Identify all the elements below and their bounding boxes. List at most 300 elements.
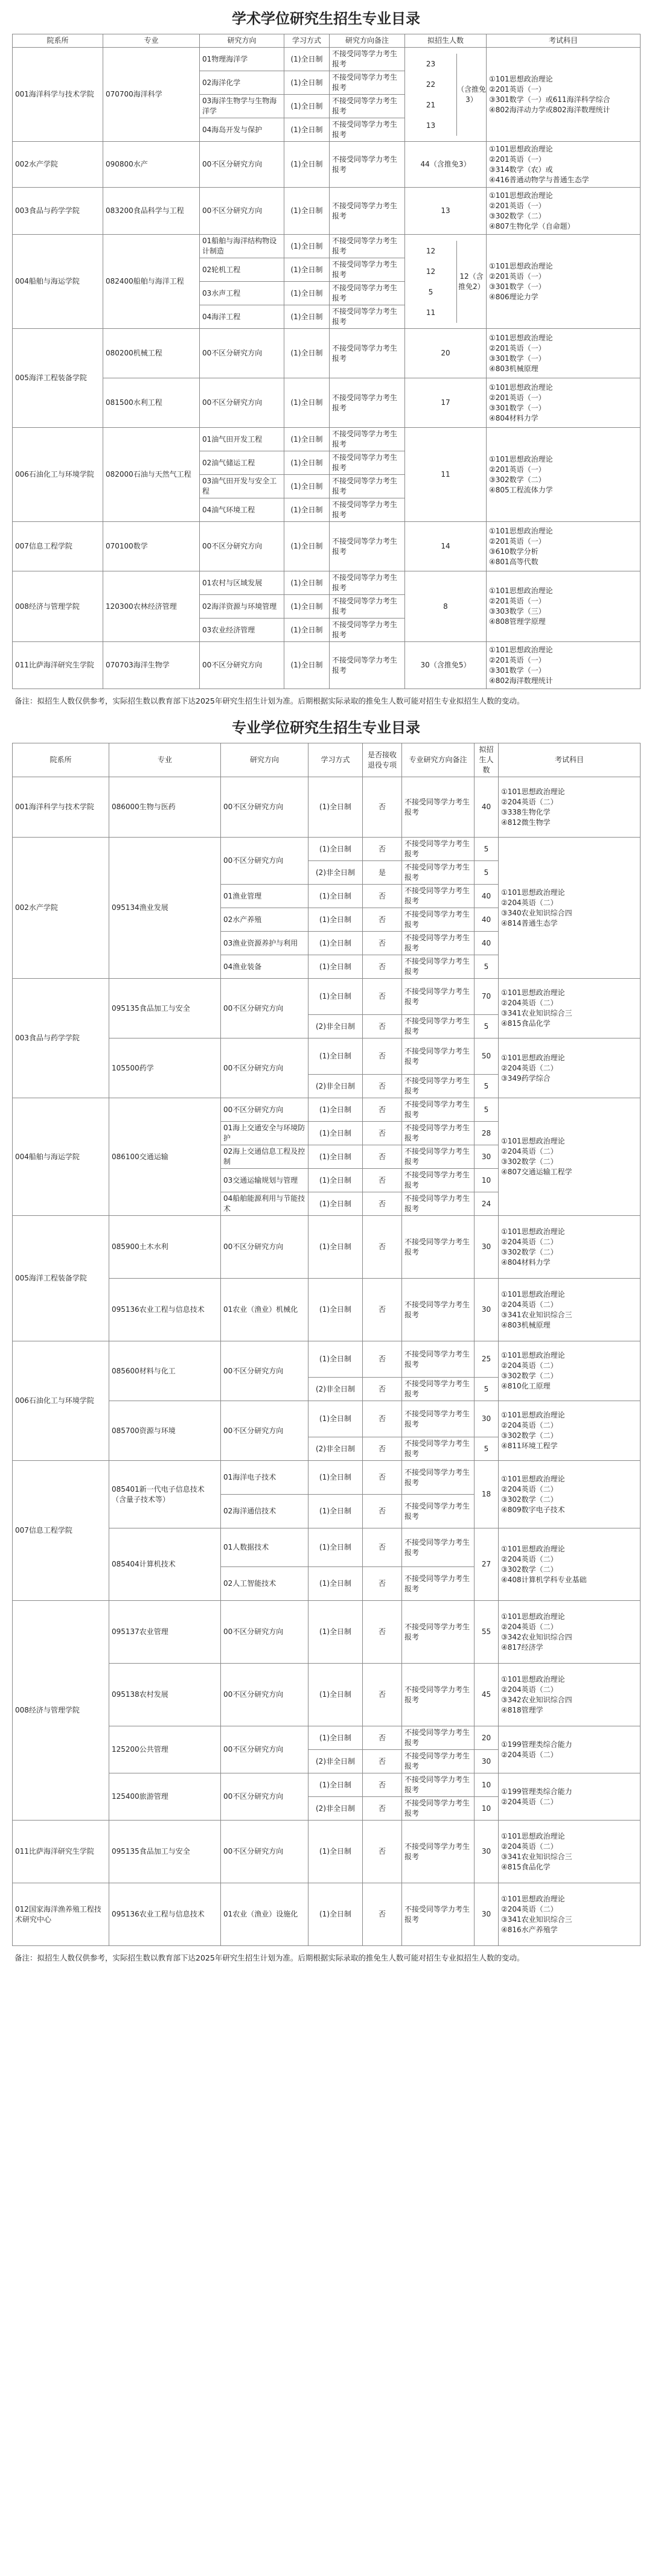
exam-subject: ③341农业知识综合三 <box>501 1310 572 1319</box>
direction-cell: 03交通运输规划与管理 <box>221 1169 308 1192</box>
exam-subjects-cell <box>499 1341 641 1401</box>
count-value: 13 <box>426 121 436 130</box>
major-cell: 095137农业管理 <box>109 1601 221 1664</box>
column-header: 专业 <box>109 743 221 777</box>
exam-subjects-cell <box>499 777 641 838</box>
exam-subject: ①101思想政治理论 <box>501 1612 565 1621</box>
academic-header-row <box>13 34 641 48</box>
remark-cell: 不接受同等学力考生报考 <box>402 1528 475 1567</box>
direction-cell: 00不区分研究方向 <box>221 979 308 1038</box>
study-mode-cell: (1)全日制 <box>308 1192 363 1216</box>
study-mode-cell: (1)全日制 <box>284 48 330 71</box>
major-cell: 120300农林经济管理 <box>103 571 200 642</box>
enrollment-count-cell: 30 <box>475 1821 499 1883</box>
enrollment-count-cell: 5 <box>475 861 499 885</box>
veteran-program-cell: 否 <box>363 777 402 838</box>
major-cell: 082400船舶与海洋工程 <box>103 235 200 329</box>
study-mode-cell: (1)全日制 <box>308 908 363 932</box>
direction-cell: 04渔业装备 <box>221 955 308 979</box>
veteran-program-cell: 否 <box>363 1169 402 1192</box>
exam-subject: ③610数学分析 <box>489 547 539 556</box>
exam-subject: ④416普通动物学与普通生态学 <box>489 175 589 184</box>
direction-cell: 02油气储运工程 <box>200 451 284 475</box>
exam-subject: ①101思想政治理论 <box>501 1474 565 1483</box>
study-mode-cell: (1)全日制 <box>284 118 330 142</box>
direction-cell: 03水声工程 <box>200 282 284 305</box>
veteran-program-cell: 否 <box>363 955 402 979</box>
exam-subject: ①101思想政治理论 <box>501 1137 565 1145</box>
count-total: （含推免3） <box>456 54 486 136</box>
exam-subject: ②204英语（二） <box>501 1685 558 1694</box>
veteran-program-cell: 否 <box>363 1145 402 1169</box>
major-cell: 085401新一代电子信息技术（含量子技术等） <box>109 1461 221 1528</box>
enrollment-count-cell: 8 <box>405 571 487 642</box>
study-mode-cell: (1)全日制 <box>308 1341 363 1378</box>
exam-subject: ②204英语（二） <box>501 1842 558 1851</box>
major-cell: 085700资源与环境 <box>109 1401 221 1461</box>
major-cell: 095135食品加工与安全 <box>109 1821 221 1883</box>
remark-cell: 不接受同等学力考生报考 <box>402 1567 475 1601</box>
exam-subject: ④808管理学原理 <box>489 617 546 626</box>
veteran-program-cell: 否 <box>363 1216 402 1279</box>
exam-subject: ③341农业知识综合三 <box>501 1915 572 1924</box>
column-header: 专业研究方向备注 <box>402 743 475 777</box>
exam-subjects-cell <box>487 188 641 235</box>
remark-cell: 不接受同等学力考生报考 <box>402 908 475 932</box>
remark-cell: 不接受同等学力考生报考 <box>402 1601 475 1664</box>
exam-subject: ④806理论力学 <box>489 292 539 301</box>
study-mode-cell: (1)全日制 <box>284 71 330 95</box>
remark-cell: 不接受同等学力考生报考 <box>402 1122 475 1145</box>
study-mode-cell: (1)全日制 <box>308 1567 363 1601</box>
study-mode-cell: (2)非全日制 <box>308 861 363 885</box>
enrollment-count-cell: 30 <box>475 1401 499 1437</box>
major-cell: 070100数学 <box>103 522 200 571</box>
study-mode-cell: (1)全日制 <box>308 1145 363 1169</box>
remark-cell: 不接受同等学力考生报考 <box>330 428 405 451</box>
enrollment-count-cell: 20 <box>475 1726 499 1750</box>
professional-table <box>12 743 641 1946</box>
major-cell: 085404计算机技术 <box>109 1528 221 1601</box>
study-mode-cell: (1)全日制 <box>284 571 330 595</box>
remark-cell: 不接受同等学力考生报考 <box>402 1075 475 1098</box>
exam-subject: ③314数学（农）或 <box>489 165 553 174</box>
enrollment-count-cell: 44（含推免3） <box>405 142 487 188</box>
direction-cell: 03农业经济管理 <box>200 619 284 642</box>
exam-subjects-cell <box>487 329 641 378</box>
major-cell: 070703海洋生物学 <box>103 642 200 689</box>
remark-cell: 不接受同等学力考生报考 <box>330 95 405 118</box>
veteran-program-cell: 否 <box>363 1664 402 1726</box>
enrollment-count-cell: 5 <box>475 1098 499 1122</box>
remark-cell: 不接受同等学力考生报考 <box>402 838 475 861</box>
direction-cell: 01船舶与海洋结构物设计制造 <box>200 235 284 258</box>
remark-cell: 不接受同等学力考生报考 <box>330 451 405 475</box>
exam-subject: ①101思想政治理论 <box>501 1674 565 1684</box>
study-mode-cell: (1)全日制 <box>308 932 363 955</box>
study-mode-cell: (1)全日制 <box>284 329 330 378</box>
enrollment-count-cell: 5 <box>475 1075 499 1098</box>
major-cell: 082000石油与天然气工程 <box>103 428 200 522</box>
count-value: 22 <box>426 80 436 89</box>
exam-subject: ③342农业知识综合四 <box>501 1695 572 1704</box>
direction-cell: 00不区分研究方向 <box>200 642 284 689</box>
exam-subject: ③303数学（三） <box>489 607 546 615</box>
exam-subject: ③301数学（一） <box>489 354 546 363</box>
table-row <box>13 777 641 838</box>
enrollment-count-cell: 55 <box>475 1601 499 1664</box>
major-cell: 095134渔业发展 <box>109 838 221 979</box>
exam-subject: ②204英语（二） <box>501 1361 558 1370</box>
remark-cell: 不接受同等学力考生报考 <box>402 1821 475 1883</box>
direction-cell: 00不区分研究方向 <box>221 1098 308 1122</box>
study-mode-cell: (1)全日制 <box>284 428 330 451</box>
department-cell: 006石油化工与环境学院 <box>13 1341 109 1461</box>
exam-subject: ①101思想政治理论 <box>489 144 553 153</box>
remark-cell: 不接受同等学力考生报考 <box>402 1279 475 1341</box>
exam-subject: ①101思想政治理论 <box>489 74 553 83</box>
remark-cell: 不接受同等学力考生报考 <box>330 282 405 305</box>
exam-subject: ①101思想政治理论 <box>489 587 553 595</box>
exam-subject: ③302数学（二） <box>501 1157 558 1166</box>
veteran-program-cell: 是 <box>363 861 402 885</box>
enrollment-count-cell: 10 <box>475 1773 499 1797</box>
column-header: 研究方向 <box>221 743 308 777</box>
exam-subjects-cell <box>499 838 641 979</box>
major-cell: 090800水产 <box>103 142 200 188</box>
academic-table <box>12 34 641 689</box>
enrollment-count-cell: 10 <box>475 1797 499 1821</box>
remark-cell: 不接受同等学力考生报考 <box>330 71 405 95</box>
enrollment-count-cell: 5 <box>475 1437 499 1461</box>
remark-cell: 不接受同等学力考生报考 <box>402 1726 475 1750</box>
remark-cell: 不接受同等学力考生报考 <box>402 1401 475 1437</box>
direction-cell: 01人数据技术 <box>221 1528 308 1567</box>
veteran-program-cell: 否 <box>363 1750 402 1773</box>
veteran-program-cell: 否 <box>363 1038 402 1075</box>
exam-subject: ④814普通生态学 <box>501 918 558 927</box>
exam-subject: ①101思想政治理论 <box>501 787 565 796</box>
remark-cell: 不接受同等学力考生报考 <box>402 1797 475 1821</box>
exam-subject: ②204英语（二） <box>501 1484 558 1493</box>
enrollment-count-cell: 17 <box>405 378 487 428</box>
remark-cell: 不接受同等学力考生报考 <box>402 1495 475 1528</box>
study-mode-cell: (2)非全日制 <box>308 1075 363 1098</box>
veteran-program-cell: 否 <box>363 1726 402 1750</box>
enrollment-count-cell: 40 <box>475 932 499 955</box>
major-cell: 095138农村发展 <box>109 1664 221 1726</box>
enrollment-count-cell: 70 <box>475 979 499 1015</box>
exam-subject: ②201英语（一） <box>489 536 546 545</box>
exam-subject: ④815食品化学 <box>501 1862 551 1871</box>
study-mode-cell: (1)全日制 <box>308 1122 363 1145</box>
exam-subject: ④807生物化学（自命题） <box>489 221 575 231</box>
veteran-program-cell: 否 <box>363 1495 402 1528</box>
department-cell: 008经济与管理学院 <box>13 571 103 642</box>
table-row <box>13 48 641 71</box>
study-mode-cell: (1)全日制 <box>284 95 330 118</box>
count-total: 12（含推免2） <box>456 241 486 323</box>
veteran-program-cell: 否 <box>363 979 402 1015</box>
direction-cell: 01油气田开发工程 <box>200 428 284 451</box>
remark-cell: 不接受同等学力考生报考 <box>402 1341 475 1378</box>
exam-subject: ④817经济学 <box>501 1643 543 1652</box>
exam-subjects-cell <box>499 1279 641 1341</box>
major-cell: 095136农业工程与信息技术 <box>109 1883 221 1946</box>
remark-cell: 不接受同等学力考生报考 <box>402 1437 475 1461</box>
major-cell: 085900土木水利 <box>109 1216 221 1279</box>
department-cell: 005海洋工程装备学院 <box>13 1216 109 1341</box>
column-header: 考试科目 <box>487 34 641 48</box>
exam-subject: ①101思想政治理论 <box>489 645 553 654</box>
enrollment-count-cell: 5 <box>475 955 499 979</box>
enrollment-count-cell: 30 <box>475 1883 499 1946</box>
direction-cell: 01农业（渔业）设施化 <box>221 1883 308 1946</box>
department-cell: 005海洋工程装备学院 <box>13 329 103 428</box>
enrollment-count-cell: 13 <box>405 188 487 235</box>
exam-subject: ③338生物化学 <box>501 807 551 816</box>
exam-subject: ④802海洋动力学或802海洋数理统计 <box>489 105 610 114</box>
direction-cell: 01渔业管理 <box>221 885 308 908</box>
veteran-program-cell: 否 <box>363 1567 402 1601</box>
direction-cell: 00不区分研究方向 <box>221 1038 308 1098</box>
exam-subject: ①101思想政治理论 <box>501 988 565 997</box>
study-mode-cell: (2)非全日制 <box>308 1750 363 1773</box>
exam-subject: ①101思想政治理论 <box>489 454 553 463</box>
enrollment-count-cell: 5 <box>475 838 499 861</box>
study-mode-cell: (1)全日制 <box>284 522 330 571</box>
exam-subject: ①101思想政治理论 <box>501 1544 565 1553</box>
study-mode-cell: (1)全日制 <box>284 235 330 258</box>
exam-subject: ③341农业知识综合三 <box>501 1009 572 1017</box>
study-mode-cell: (1)全日制 <box>284 378 330 428</box>
exam-subject: ①199管理类综合能力 <box>501 1787 572 1796</box>
remark-cell: 不接受同等学力考生报考 <box>330 498 405 522</box>
department-cell: 011比萨海洋研究生学院 <box>13 1821 109 1883</box>
exam-subject: ②204英语（二） <box>501 1237 558 1246</box>
remark-cell: 不接受同等学力考生报考 <box>402 955 475 979</box>
direction-cell: 02海上交通信息工程及控制 <box>221 1145 308 1169</box>
exam-subjects-cell <box>487 642 641 689</box>
study-mode-cell: (1)全日制 <box>308 955 363 979</box>
exam-subjects-cell <box>499 1528 641 1601</box>
exam-subject: ③302数学（二） <box>501 1565 558 1574</box>
veteran-program-cell: 否 <box>363 908 402 932</box>
study-mode-cell: (1)全日制 <box>308 1821 363 1883</box>
direction-cell: 04海岛开发与保护 <box>200 118 284 142</box>
major-cell: 095136农业工程与信息技术 <box>109 1279 221 1341</box>
table-row <box>13 1821 641 1883</box>
study-mode-cell: (2)非全日制 <box>308 1378 363 1401</box>
exam-subject: ③341农业知识综合三 <box>501 1852 572 1861</box>
study-mode-cell: (1)全日制 <box>284 595 330 619</box>
exam-subject: ③302数学（二） <box>489 211 546 220</box>
exam-subject: ④818管理学 <box>501 1705 543 1714</box>
remark-cell: 不接受同等学力考生报考 <box>402 1750 475 1773</box>
study-mode-cell: (1)全日制 <box>308 1726 363 1750</box>
exam-subject: ③302数学（二） <box>501 1495 558 1504</box>
enrollment-count-cell: 5 <box>475 1015 499 1038</box>
exam-subjects-cell <box>487 571 641 642</box>
exam-subject: ②204英语（二） <box>501 1797 558 1806</box>
veteran-program-cell: 否 <box>363 1098 402 1122</box>
major-cell: 081500水利工程 <box>103 378 200 428</box>
exam-subjects-cell <box>487 378 641 428</box>
direction-cell: 00不区分研究方向 <box>200 188 284 235</box>
enrollment-count-cell: 10 <box>475 1169 499 1192</box>
direction-cell: 00不区分研究方向 <box>200 329 284 378</box>
exam-subject: ②201英语（一） <box>489 201 546 210</box>
direction-cell: 00不区分研究方向 <box>221 838 308 885</box>
exam-subject: ②204英语（二） <box>501 797 558 806</box>
remark-cell: 不接受同等学力考生报考 <box>330 619 405 642</box>
count-value: 21 <box>426 100 436 109</box>
direction-cell: 02海洋通信技术 <box>221 1495 308 1528</box>
enrollment-count-cell: 40 <box>475 885 499 908</box>
exam-subject: ②204英语（二） <box>501 1554 558 1563</box>
veteran-program-cell: 否 <box>363 1528 402 1567</box>
enrollment-count-cell: 40 <box>475 908 499 932</box>
exam-subject: ②204英语（二） <box>501 1622 558 1631</box>
table-row <box>13 1098 641 1122</box>
exam-subjects-cell <box>487 142 641 188</box>
enrollment-count-cell: 25 <box>475 1341 499 1378</box>
direction-cell: 00不区分研究方向 <box>221 1821 308 1883</box>
direction-cell: 01海洋电子技术 <box>221 1461 308 1495</box>
exam-subject: ③340农业知识综合四 <box>501 908 572 917</box>
remark-cell: 不接受同等学力考生报考 <box>330 329 405 378</box>
page <box>12 8 640 1964</box>
direction-cell: 04海洋工程 <box>200 305 284 329</box>
exam-subject: ③302数学（二） <box>489 475 546 484</box>
remark-cell: 不接受同等学力考生报考 <box>330 475 405 498</box>
remark-cell: 不接受同等学力考生报考 <box>330 642 405 689</box>
veteran-program-cell: 否 <box>363 1773 402 1797</box>
table-row <box>13 522 641 571</box>
enrollment-count-cell: 45 <box>475 1664 499 1726</box>
exam-subjects-cell <box>499 979 641 1038</box>
remark-cell: 不接受同等学力考生报考 <box>330 522 405 571</box>
exam-subject: ④408计算机学科专业基础 <box>501 1575 587 1584</box>
study-mode-cell: (2)非全日制 <box>308 1797 363 1821</box>
enrollment-count-cell: 24 <box>475 1192 499 1216</box>
count-value: 12 <box>426 267 436 276</box>
direction-cell: 02轮机工程 <box>200 258 284 282</box>
veteran-program-cell: 否 <box>363 1341 402 1378</box>
table-row <box>13 1216 641 1279</box>
column-header: 学习方式 <box>284 34 330 48</box>
study-mode-cell: (1)全日制 <box>284 282 330 305</box>
department-cell: 006石油化工与环境学院 <box>13 428 103 522</box>
direction-cell: 03渔业资源养护与利用 <box>221 932 308 955</box>
column-header: 专业 <box>103 34 200 48</box>
study-mode-cell: (1)全日制 <box>284 451 330 475</box>
exam-subjects-cell <box>487 522 641 571</box>
direction-cell: 00不区分研究方向 <box>221 1216 308 1279</box>
enrollment-count-cell: 30 <box>475 1216 499 1279</box>
exam-subject: ③302数学（二） <box>501 1247 558 1256</box>
exam-subjects-cell <box>499 1726 641 1773</box>
exam-subject: ①101思想政治理论 <box>501 1290 565 1299</box>
exam-subject: ②201英语（一） <box>489 393 546 402</box>
major-cell: 086100交通运输 <box>109 1098 221 1216</box>
exam-subject: ②204英语（二） <box>501 1063 558 1072</box>
exam-subject: ①101思想政治理论 <box>501 1351 565 1360</box>
direction-cell: 00不区分研究方向 <box>221 1401 308 1461</box>
remark-cell: 不接受同等学力考生报考 <box>402 1883 475 1946</box>
direction-cell: 01海上交通安全与环境防护 <box>221 1122 308 1145</box>
exam-subject: ②204英语（二） <box>501 1147 558 1156</box>
veteran-program-cell: 否 <box>363 838 402 861</box>
count-value: 5 <box>428 287 433 296</box>
study-mode-cell: (1)全日制 <box>284 188 330 235</box>
exam-subjects-cell <box>499 1038 641 1098</box>
exam-subject: ①101思想政治理论 <box>489 526 553 535</box>
remark-cell: 不接受同等学力考生报考 <box>402 1216 475 1279</box>
exam-subject: ④811环境工程学 <box>501 1442 558 1450</box>
study-mode-cell: (1)全日制 <box>284 258 330 282</box>
study-mode-cell: (1)全日制 <box>308 1216 363 1279</box>
exam-subject: ③342农业知识综合四 <box>501 1632 572 1641</box>
remark-cell: 不接受同等学力考生报考 <box>402 885 475 908</box>
direction-cell: 02水产养殖 <box>221 908 308 932</box>
veteran-program-cell: 否 <box>363 1601 402 1664</box>
remark-cell: 不接受同等学力考生报考 <box>402 1169 475 1192</box>
exam-subjects-cell <box>487 235 641 329</box>
direction-cell: 01农业（渔业）机械化 <box>221 1279 308 1341</box>
enrollment-count-cell: 40 <box>475 777 499 838</box>
department-cell: 012国家海洋渔养殖工程技术研究中心 <box>13 1883 109 1946</box>
veteran-program-cell: 否 <box>363 1401 402 1437</box>
direction-cell: 03油气田开发与安全工程 <box>200 475 284 498</box>
study-mode-cell: (1)全日制 <box>308 1098 363 1122</box>
study-mode-cell: (1)全日制 <box>308 1401 363 1437</box>
remark-cell: 不接受同等学力考生报考 <box>402 979 475 1015</box>
exam-subject: ③349药学综合 <box>501 1073 551 1083</box>
enrollment-count-cell <box>405 48 487 142</box>
exam-subject: ④816水产养殖学 <box>501 1925 558 1934</box>
veteran-program-cell: 否 <box>363 1378 402 1401</box>
department-cell: 002水产学院 <box>13 142 103 188</box>
department-cell: 002水产学院 <box>13 838 109 979</box>
exam-subject: ②204英语（二） <box>501 1904 558 1913</box>
study-mode-cell: (1)全日制 <box>284 642 330 689</box>
enrollment-count-cell: 30 <box>475 1279 499 1341</box>
exam-subject: ②204英语（二） <box>501 1421 558 1430</box>
table-row <box>13 1601 641 1664</box>
table-row <box>13 235 641 258</box>
major-cell: 105500药学 <box>109 1038 221 1098</box>
table-row <box>13 571 641 595</box>
exam-subject: ②204英语（二） <box>501 999 558 1007</box>
study-mode-cell: (1)全日制 <box>308 777 363 838</box>
exam-subject: ④807交通运输工程学 <box>501 1168 572 1176</box>
table-row <box>13 428 641 451</box>
exam-subject: ④803机械原理 <box>501 1320 551 1329</box>
study-mode-cell: (1)全日制 <box>284 498 330 522</box>
exam-subjects-cell <box>499 1664 641 1726</box>
department-cell: 007信息工程学院 <box>13 522 103 571</box>
enrollment-count-cell: 28 <box>475 1122 499 1145</box>
direction-cell: 00不区分研究方向 <box>221 1773 308 1821</box>
direction-cell: 02海洋资源与环境管理 <box>200 595 284 619</box>
exam-subject: ③301数学（一） <box>489 403 546 412</box>
academic-table-body <box>13 48 641 689</box>
table-row <box>13 1883 641 1946</box>
major-cell: 095135食品加工与安全 <box>109 979 221 1038</box>
department-cell: 011比萨海洋研究生学院 <box>13 642 103 689</box>
table-row <box>13 142 641 188</box>
